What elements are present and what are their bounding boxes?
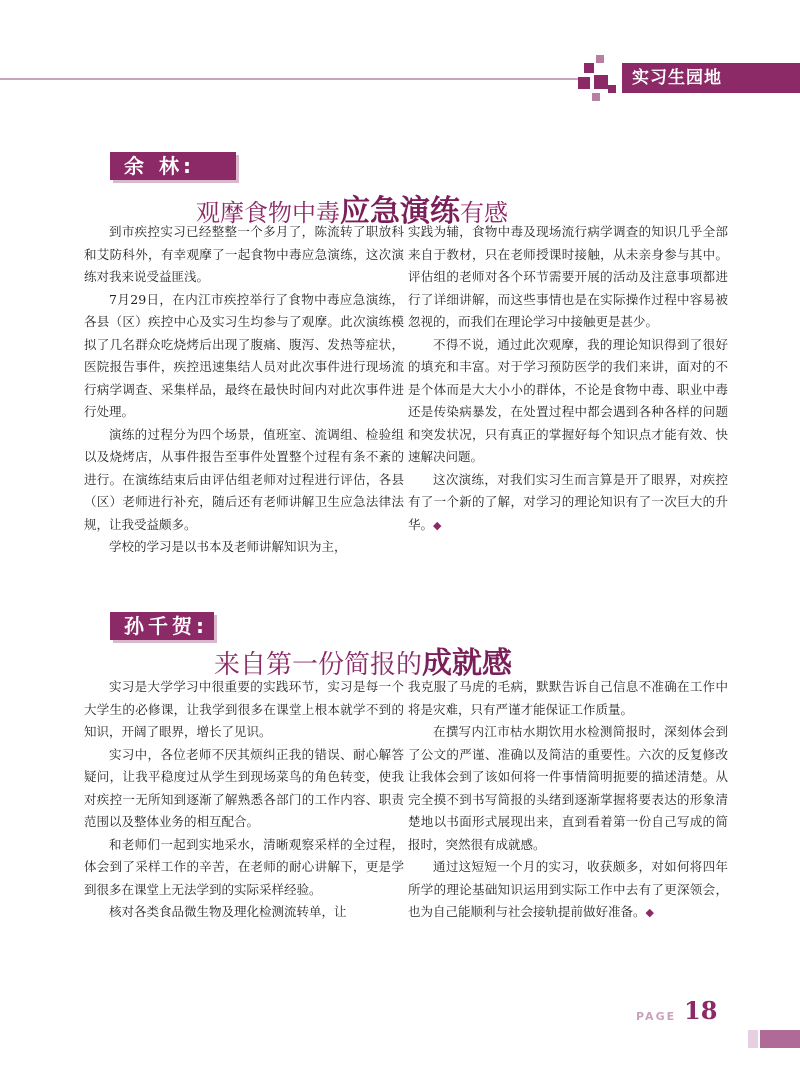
article-1-column-left — [84, 221, 404, 559]
page-label: PAGE — [636, 1010, 677, 1023]
article-2-column-left — [84, 676, 404, 924]
paragraph: 实习是大学学习中很重要的实践环节，实习是每一个大学生的必修课，让我学到很多在课堂上根本就学不到的知识，开阔了眼界，增长了见识。 — [84, 679, 404, 739]
article-1-column-right — [408, 221, 728, 537]
end-mark-icon: ◆ — [645, 906, 654, 919]
page-number: 18 — [684, 996, 718, 1025]
paragraph: 到市疾控实习已经整整一个多月了，陈流转了职放科和艾防科外，有幸观摩了一起食物中毒应急演练，这次演练对我来说受益匪浅。 — [84, 224, 404, 284]
header-rule — [0, 78, 582, 80]
paragraph: 在撰写内江市枯水期饮用水检测简报时，深刻体会到了公文的严谨、准确以及简洁的重要性。六次的反复修改让我体会到了该如何将一件事情简明扼要的描述清楚。从完全摸不到书写简报的头绪到逐渐掌握将要表达的形象清楚地以书面形式展现出来，直到看着第一份自己写成的简报时，突然很有成就感。 — [408, 724, 728, 852]
title-1-part-a: 观摩食物中毒 — [196, 199, 340, 227]
paragraph: 实习中，各位老师不厌其烦纠正我的错误、耐心解答疑问，让我平稳度过从学生到现场菜鸟的角色转变，使我对疾控一无所知到逐渐了解熟悉各部门的工作内容、职责范围以及整体业务的相互配合。 — [84, 746, 404, 829]
article-2-column-right — [408, 676, 728, 925]
author-name-1: 余 林: — [110, 152, 236, 180]
paragraph: 我克服了马虎的毛病，默默告诉自己信息不准确在工作中将是灾难，只有严谨才能保证工作质量。 — [408, 679, 728, 717]
footer-bar-decoration — [748, 1030, 758, 1048]
title-1-emphasis: 应急演练 — [340, 194, 460, 229]
footer-bar-decoration — [760, 1030, 800, 1048]
title-2-emphasis: 成就感 — [422, 646, 513, 681]
paragraph: 不得不说，通过此次观摩，我的理论知识得到了很好的填充和丰富。对于学习预防医学的我们来讲，面对的不是个体而是大大小小的群体，不论是食物中毒、职业中毒还是传染病暴发，在处置过程中都会遇到各种各样的问题和突发状况，只有真正的掌握好每个知识点才能有效、快速解决问题。 — [408, 336, 728, 464]
paragraph-last — [408, 856, 728, 925]
paragraph: 学校的学习是以书本及老师讲解知识为主， — [109, 539, 347, 554]
title-2-part-a: 来自第一份简报的 — [214, 650, 423, 680]
paragraph: 核对各类食品微生物及理化检测流转单，让 — [109, 904, 347, 919]
paragraph: 7月29日，在内江市疾控举行了食物中毒应急演练，各县（区）疾控中心及实习生均参与了观摩。此次演练模拟了几名群众吃烧烤后出现了腹痛、腹泻、发热等症状，医院报告事件，疾控迅速集结人员对此次事件进行现场流行病学调查、采集样品，最终在最快时间内对此次事件进行处理。 — [84, 291, 404, 419]
paragraph: 演练的过程分为四个场景，值班室、流调组、检验组以及烧烤店，从事件报告至事件处置整个过程有条不紊的进行。在演练结束后由评估组老师对过程进行评估，各县（区）老师进行补充，随后还有老师讲解卫生应急法律法规，让我受益颇多。 — [84, 426, 404, 532]
paragraph-last — [408, 469, 728, 538]
paragraph: 和老师们一起到实地采水，清晰观察采样的全过程，体会到了采样工作的辛苦，在老师的耐心讲解下，更是学到很多在课堂上无法学到的实际采样经验。 — [84, 836, 404, 897]
end-mark-icon: ◆ — [433, 518, 442, 532]
paragraph-text: 通过这短短一个月的实习，收获颇多，对如何将四年所学的理论基础知识运用到实际工作中去有了更深领会，也为自己能顺利与社会接轨提前做好准备。 — [408, 859, 728, 919]
author-name-2: 孙千贺: — [110, 612, 214, 640]
paragraph-text: 这次演练，对我们实习生而言算是开了眼界，对疾控有了一个新的了解，对学习的理论知识有了一次巨大的升华。 — [408, 471, 728, 532]
header-squares-decoration — [578, 55, 618, 105]
paragraph: 实践为辅，食物中毒及现场流行病学调查的知识几乎全部来自于教材，只在老师授课时接触，从未亲身参与其中。评估组的老师对各个环节需要开展的活动及注意事项都进行了详细讲解，而这些事情也是在实际操作过程中容易被忽视的，而我们在理论学习中接触更是甚少。 — [408, 224, 728, 329]
section-label: 实习生园地 — [622, 63, 800, 93]
title-1-part-b: 有感 — [460, 199, 508, 227]
